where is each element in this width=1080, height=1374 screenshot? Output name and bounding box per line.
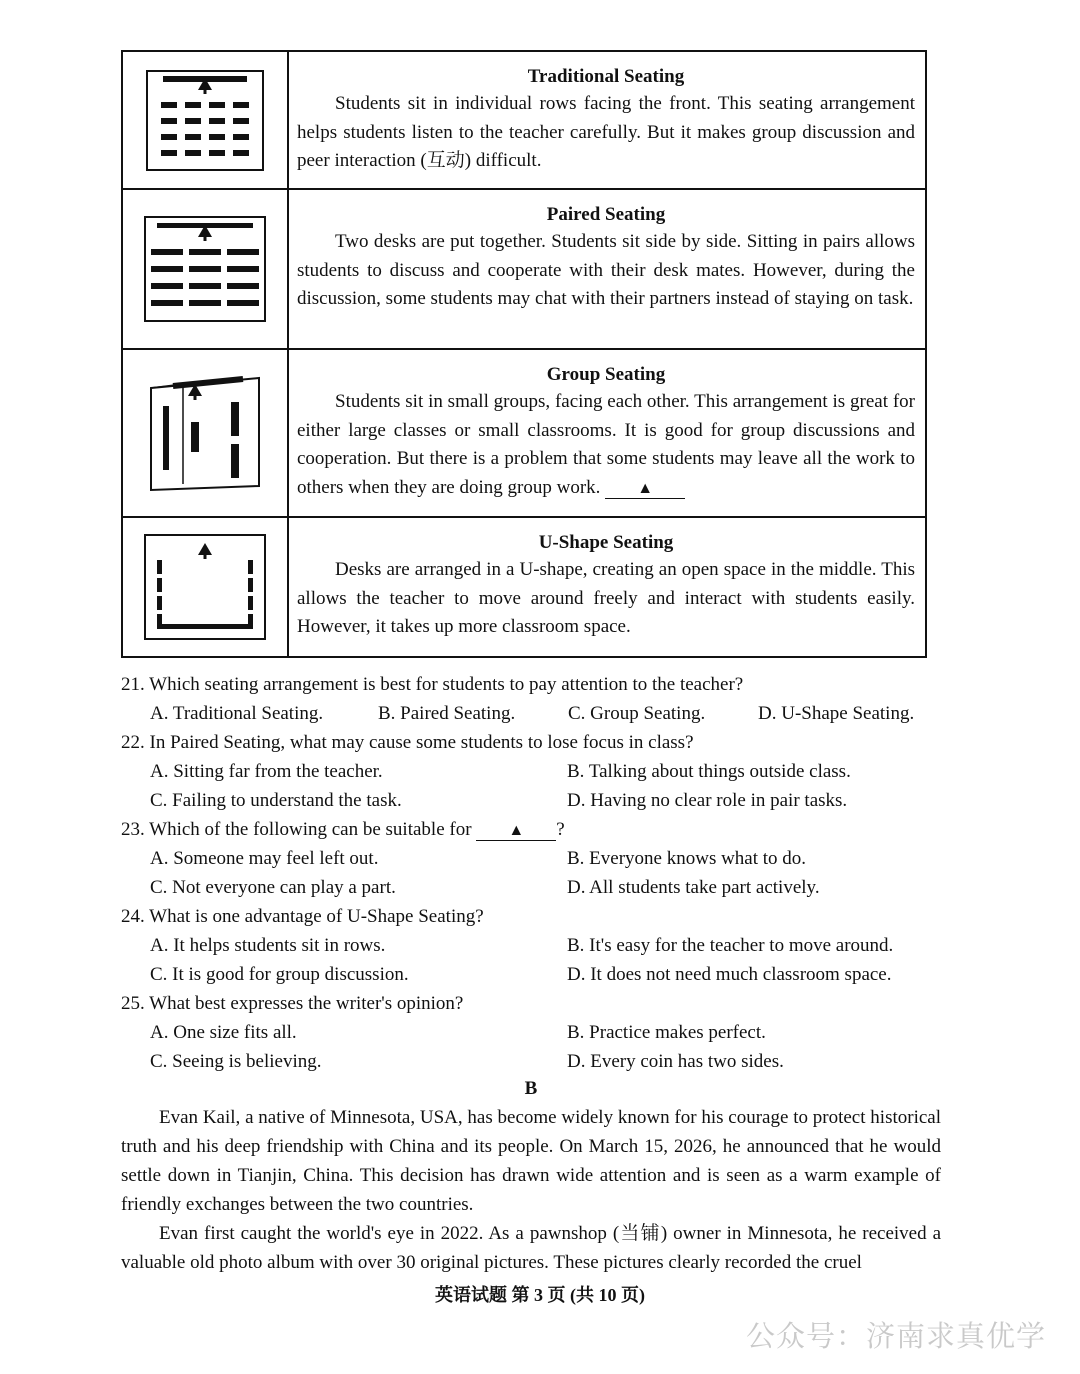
option-d: D. U-Shape Seating.	[758, 703, 915, 724]
question-stem-text: 23. Which of the following can be suitable for	[121, 819, 472, 840]
question-options	[121, 757, 931, 815]
question-22	[121, 728, 931, 815]
option-b: B. It's easy for the teacher to move around.	[567, 935, 894, 956]
question-options	[121, 931, 931, 989]
seating-description-text: Students sit in small groups, facing each other. This arrangement is great for either large classes or small classrooms. It is good for group discussions and cooperation. But there is a problem that some students may leave all the work to others when they are doing group work.	[297, 391, 915, 498]
question-options	[121, 844, 931, 902]
seating-row-group	[123, 350, 925, 518]
seating-description: Students sit in individual rows facing the front. This seating arrangement helps students listen to the teacher carefully. But it makes group discussion and peer interaction (互动) difficult.	[297, 93, 915, 171]
option-c: C. Seeing is believing.	[150, 1051, 322, 1072]
seating-icon-cell	[123, 350, 289, 516]
triangle-icon: ▲	[508, 822, 525, 839]
answer-blank	[605, 480, 685, 499]
question-mark: ?	[556, 819, 565, 840]
seating-text-cell	[289, 190, 925, 348]
seating-title: Traditional Seating	[527, 66, 685, 87]
passage-paragraph: Evan first caught the world's eye in 2022. As a pawnshop (当铺) owner in Minnesota, he received a valuable old photo album with over 30 original pictures. These pictures clearly recorded the cruel	[121, 1223, 941, 1273]
seating-icon-cell	[123, 518, 289, 656]
option-c: C. Group Seating.	[568, 703, 706, 724]
paired-seating-diagram-icon	[143, 214, 267, 324]
option-c: C. Failing to understand the task.	[150, 790, 402, 811]
option-d: D. Having no clear role in pair tasks.	[567, 790, 848, 811]
question-options	[121, 1018, 931, 1076]
seating-row-u-shape	[123, 518, 925, 656]
question-24	[121, 902, 931, 989]
section-b	[121, 1074, 941, 1277]
answer-blank	[476, 822, 556, 841]
seating-description: Two desks are put together. Students sit side by side. Sitting in pairs allows students to discuss and cooperate with their desk mates. However, during the discussion, some students may chat with their partners instead of staying on task.	[297, 231, 915, 309]
seating-title: U-Shape Seating	[538, 532, 674, 553]
seating-text-cell	[289, 52, 925, 188]
option-a: A. One size fits all.	[150, 1022, 297, 1043]
option-a: A. Sitting far from the teacher.	[150, 761, 383, 782]
triangle-icon: ▲	[637, 479, 654, 497]
seating-icon-cell	[123, 190, 289, 348]
traditional-seating-diagram-icon	[145, 68, 265, 173]
seating-text-cell	[289, 518, 925, 656]
group-seating-diagram-icon	[143, 372, 267, 494]
question-21	[121, 670, 931, 728]
page-footer: 英语试题 第 3 页 (共 10 页)	[435, 1285, 645, 1305]
option-d: D. Every coin has two sides.	[567, 1051, 784, 1072]
section-heading: B	[524, 1078, 538, 1099]
option-d: D. It does not need much classroom space.	[567, 964, 892, 985]
seating-icon-cell	[123, 52, 289, 188]
option-a: A. Someone may feel left out.	[150, 848, 379, 869]
question-stem: 22. In Paired Seating, what may cause some students to lose focus in class?	[121, 732, 694, 753]
seating-row-paired	[123, 190, 925, 350]
seating-title: Paired Seating	[546, 204, 666, 225]
question-options	[121, 699, 931, 728]
option-b: B. Practice makes perfect.	[567, 1022, 766, 1043]
option-c: C. It is good for group discussion.	[150, 964, 409, 985]
option-a: A. Traditional Seating.	[150, 703, 324, 724]
option-b: B. Talking about things outside class.	[567, 761, 851, 782]
option-b: B. Everyone knows what to do.	[567, 848, 807, 869]
question-25	[121, 989, 931, 1076]
option-a: A. It helps students sit in rows.	[150, 935, 386, 956]
question-stem: 21. Which seating arrangement is best for students to pay attention to the teacher?	[121, 674, 744, 695]
question-23	[121, 815, 931, 902]
seating-description: Desks are arranged in a U-shape, creating an open space in the middle. This allows the teacher to move around freely and interact with students easily. However, it takes up more classroom space.	[297, 559, 915, 637]
seating-title: Group Seating	[546, 364, 666, 385]
seating-text-cell	[289, 350, 925, 516]
question-stem: 24. What is one advantage of U-Shape Seating?	[121, 906, 484, 927]
watermark: 公众号：济南求真优学	[745, 1319, 1046, 1353]
option-c: C. Not everyone can play a part.	[150, 877, 396, 898]
seating-table	[121, 50, 927, 658]
option-b: B. Paired Seating.	[378, 703, 516, 724]
option-d: D. All students take part actively.	[567, 877, 820, 898]
passage-paragraph: Evan Kail, a native of Minnesota, USA, has become widely known for his courage to protect historical truth and his deep friendship with China and its people. On March 15, 2026, he announced that he would settle down in Tianjin, China. This decision has drawn wide attention and is seen as a warm example of friendly exchanges between the two countries.	[121, 1107, 941, 1215]
seating-description	[297, 388, 915, 502]
u-shape-seating-diagram-icon	[143, 532, 267, 642]
question-list	[121, 670, 931, 1076]
question-stem	[121, 815, 931, 844]
question-stem: 25. What best expresses the writer's opinion?	[121, 993, 464, 1014]
seating-row-traditional	[123, 52, 925, 190]
